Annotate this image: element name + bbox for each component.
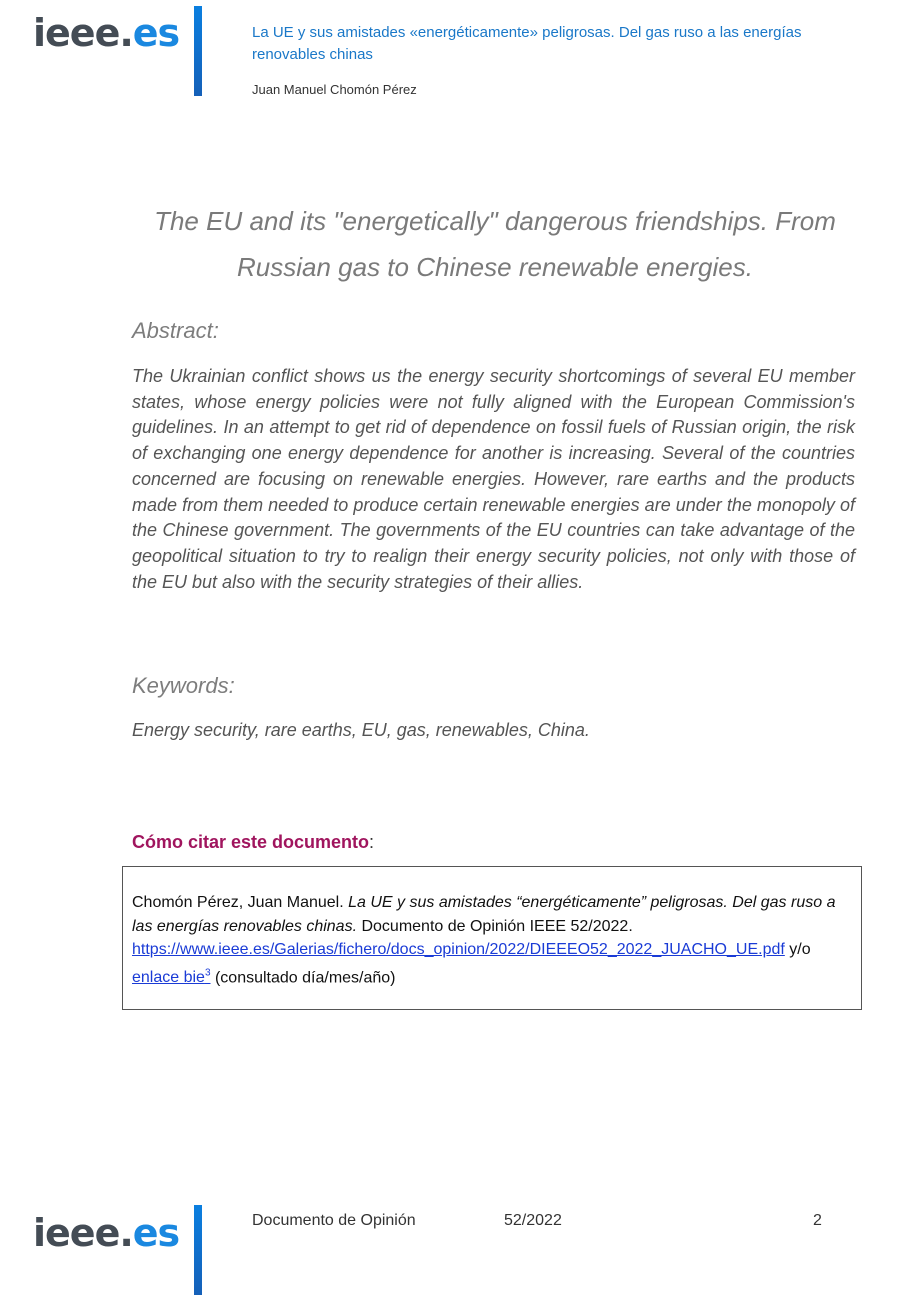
citation-consulted: (consultado día/mes/año)	[210, 968, 396, 986]
citation-title: La UE y sus amistades “energéticamente” peligrosas. Del gas ruso a las energías renovables chinas.	[132, 894, 836, 935]
abstract-text: The Ukrainian conflict shows us the energy security shortcomings of several EU member states, whose energy policies were not fully aligned with the European Commission's guidelines. In an attempt to get rid of dependence on fossil fuels of Russian origin, the risk of exchanging one energy dependence for another is increasing. Several of the countries concerned are focusing on renewable energies. However, rare earths and the products made from them needed to produce certain renewable energies are under the monopoly of the Chinese government. The governments of the EU countries can take advantage of the geopolitical situation to try to realign their energy security policies, not only with those of the EU but also with the security strategies of their allies.	[132, 366, 855, 592]
keywords-heading: Keywords:	[132, 673, 235, 698]
keywords-text: Energy security, rare earths, EU, gas, renewables, China.	[132, 720, 590, 740]
page-number: 2	[813, 1212, 822, 1229]
bie-link[interactable]: enlace bie$^3$	[132, 967, 211, 986]
footer-ieee-logo[interactable]: ieee.es	[33, 1211, 180, 1255]
citation-source: Documento de Opinión IEEE 52/2022.	[357, 917, 633, 935]
running-title: La UE y sus amistades «energéticamente» peligrosas. Del gas ruso a las energías renovables chinas	[252, 24, 802, 63]
citation-text: Chomón Pérez, Juan Manuel. La UE y sus amistades “energéticamente” peligrosas. Del gas ruso a las energías renovables chinas. Documento de Opinión IEEE 52/2022. https://www.ieee.es/Galerias/fichero/docs_opinion/2022/DIEEEO52_2022_JUACHO_UE.pdf y/o enlace bie$^3$ (consultado día/mes/año)	[132, 894, 836, 986]
footer-divider-bar	[194, 1205, 202, 1295]
citation-url-link[interactable]: https://www.ieee.es/Galerias/fichero/docs_opinion/2022/DIEEEO52_2022_JUACHO_UE.pdf	[132, 941, 785, 958]
abstract-heading: Abstract:	[132, 318, 219, 343]
footer-doc-number: 52/2022	[504, 1212, 562, 1229]
ieee-logo[interactable]: ieee.es	[33, 11, 180, 55]
citation-author: Chomón Pérez, Juan Manuel.	[132, 894, 349, 911]
english-title: The EU and its "energetically" dangerous friendships. From Russian gas to Chinese renewable energies.	[154, 206, 836, 282]
footer-doc-type: Documento de Opinión	[252, 1212, 416, 1229]
header-divider-bar	[194, 6, 202, 96]
header-author: Juan Manuel Chomón Pérez	[252, 82, 417, 97]
citation-box	[122, 866, 862, 1010]
citation-heading: Cómo citar este documento:	[132, 832, 375, 852]
